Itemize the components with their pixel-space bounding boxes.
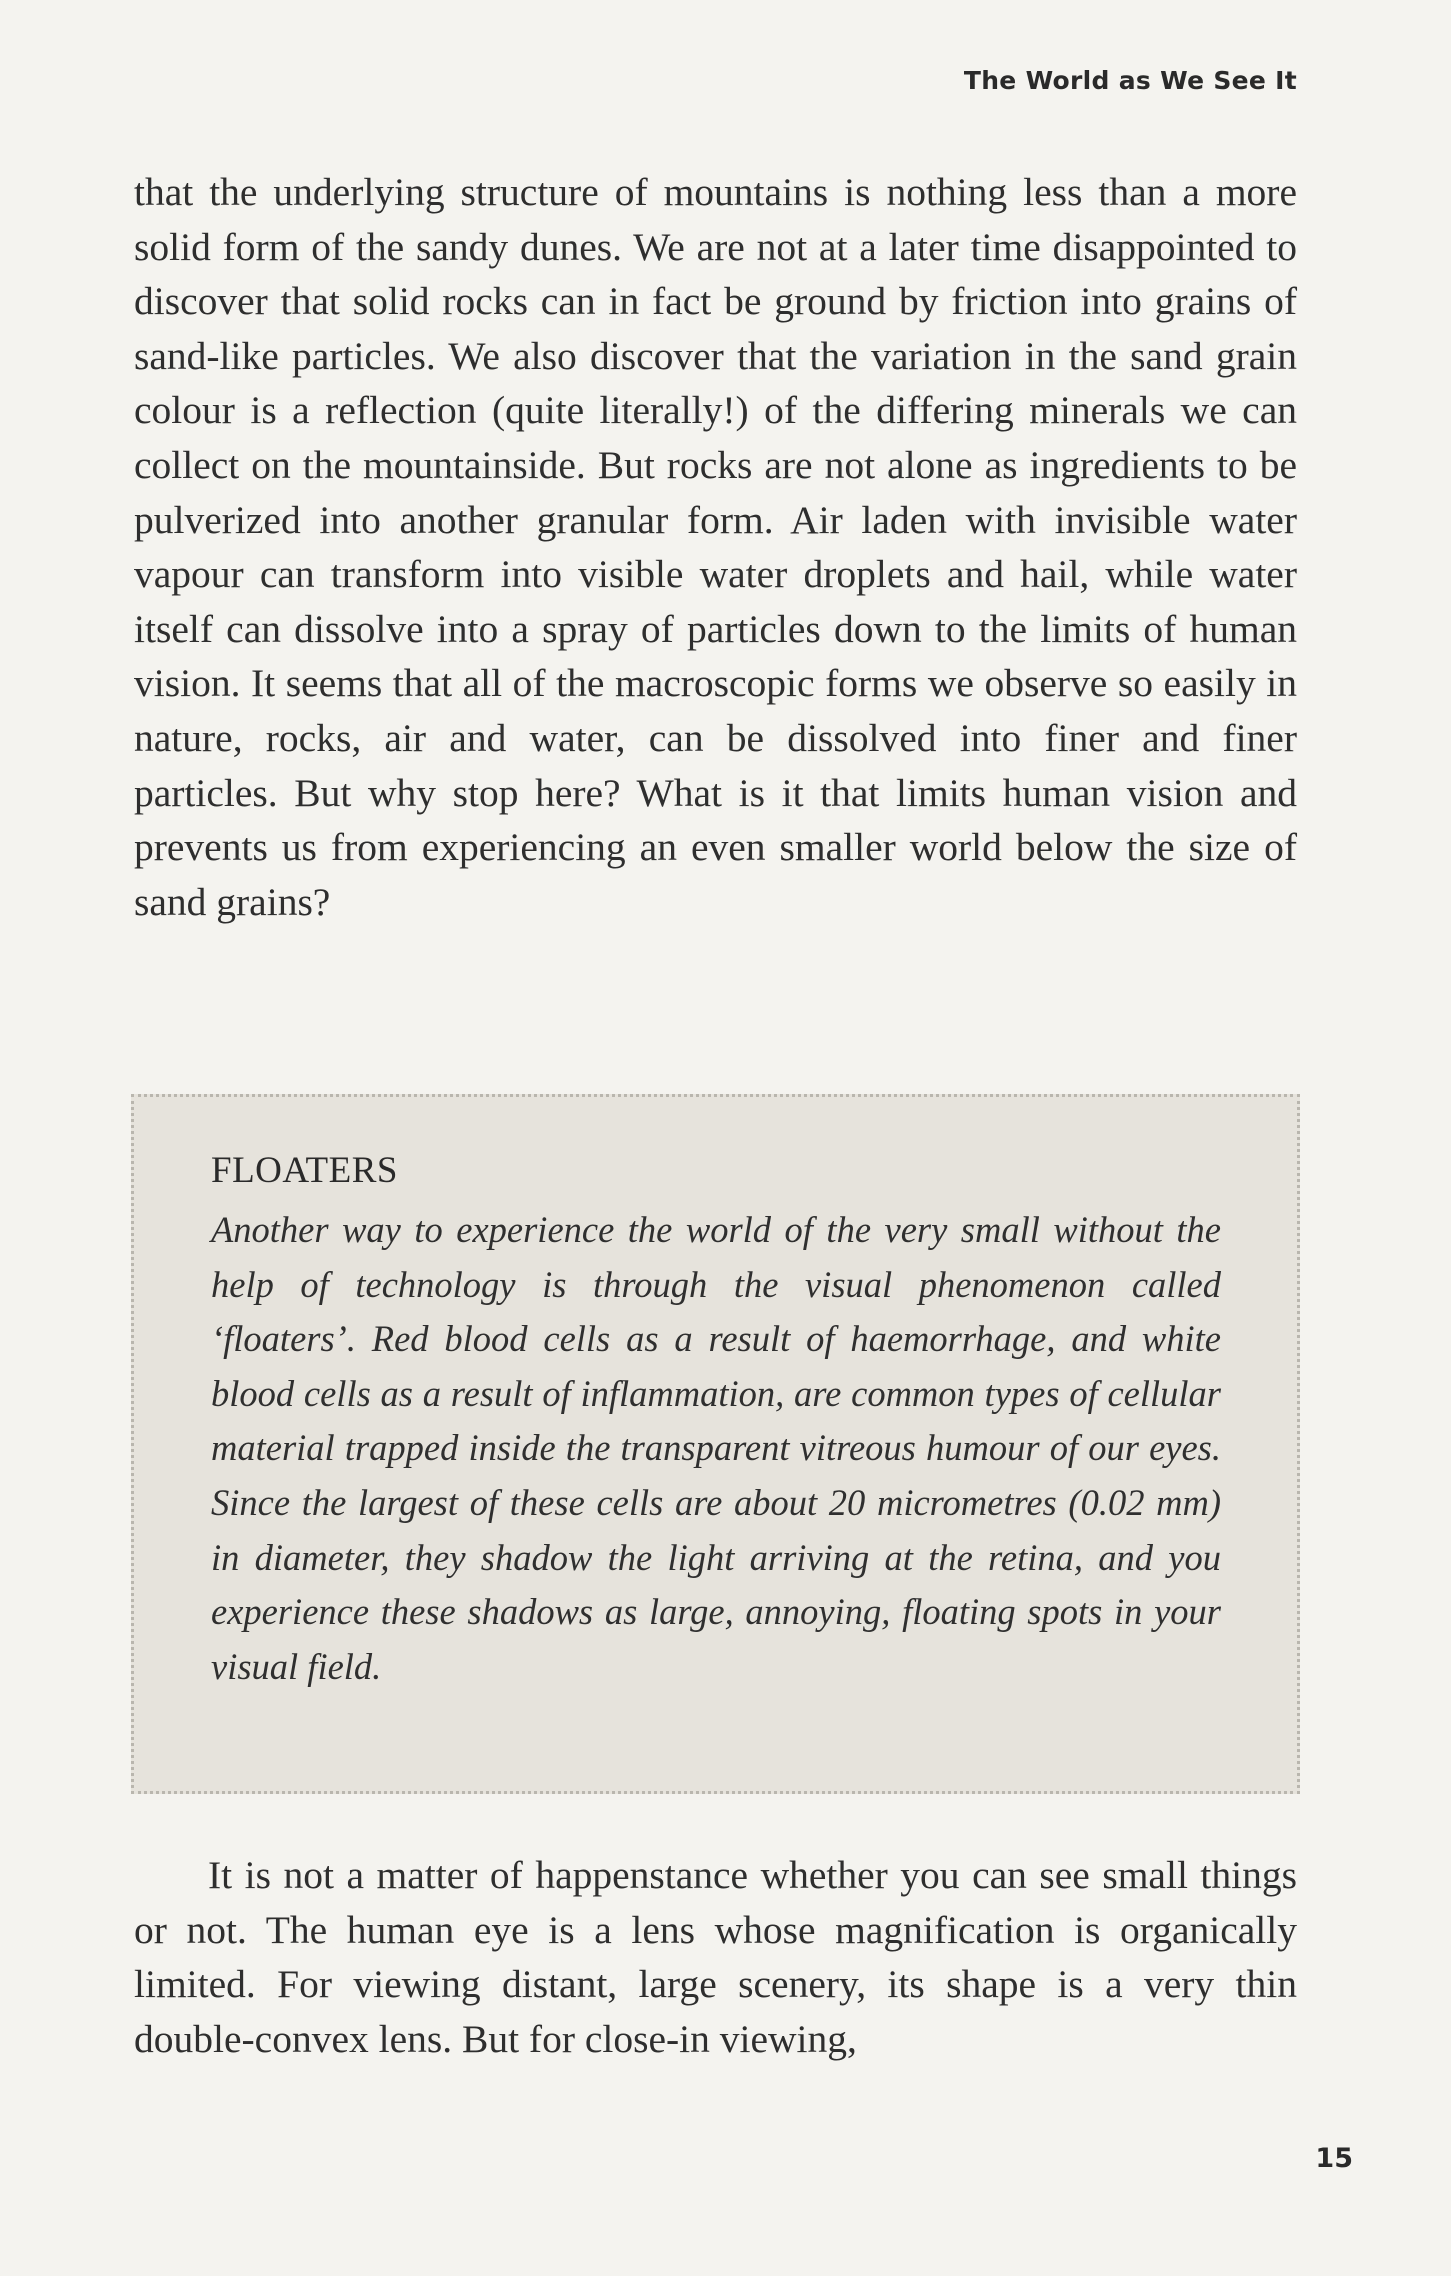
running-head: The World as We See It: [963, 66, 1297, 95]
sidebar-text: Another way to experience the world of the very small without the help of technology is through the visual phenomenon called ‘floaters’. Red blood cells as a result of haemorrhage, and white blood cells as a result of inflammation, are common types of cellular material trapped inside the transparent vitreous humour of our eyes. Since the largest of these cells are about 20 micrometres (0.02 mm) in diameter, they shadow the light arriving at the retina, and you experience these shadows as large, annoying, floating spots in your visual field.: [211, 1209, 1221, 1687]
page-number: 15: [1315, 2143, 1353, 2174]
sidebar-title: FLOATERS: [211, 1150, 398, 1191]
body-paragraph-2: It is not a matter of happenstance whether you can see small things or not. The human eye is a lens whose magnification is organically limited. For viewing distant, large scenery, its shape is a very thin double-convex lens. But for close-in viewing,: [134, 1853, 1297, 2061]
body-paragraph-1: that the underlying structure of mountains is nothing less than a more solid form of the sandy dunes. We are not at a later time disappointed to discover that solid rocks can in fact be ground by friction into grains of sand-like particles. We also discover that the variation in the sand grain colour is a reflection (quite literally!) of the differing minerals we can collect on the mountainside. But rocks are not alone as ingredients to be pulverized into another granular form. Air laden with invisible water vapour can transform into visible water droplets and hail, while water itself can dissolve into a spray of particles down to the limits of human vision. It seems that all of the macroscopic forms we observe so easily in nature, rocks, air and water, can be dissolved into finer and finer particles. But why stop here? What is it that limits human vision and prevents us from experiencing an even smaller world below the size of sand grains?: [134, 170, 1297, 924]
floaters-sidebar: [131, 1094, 1300, 1794]
